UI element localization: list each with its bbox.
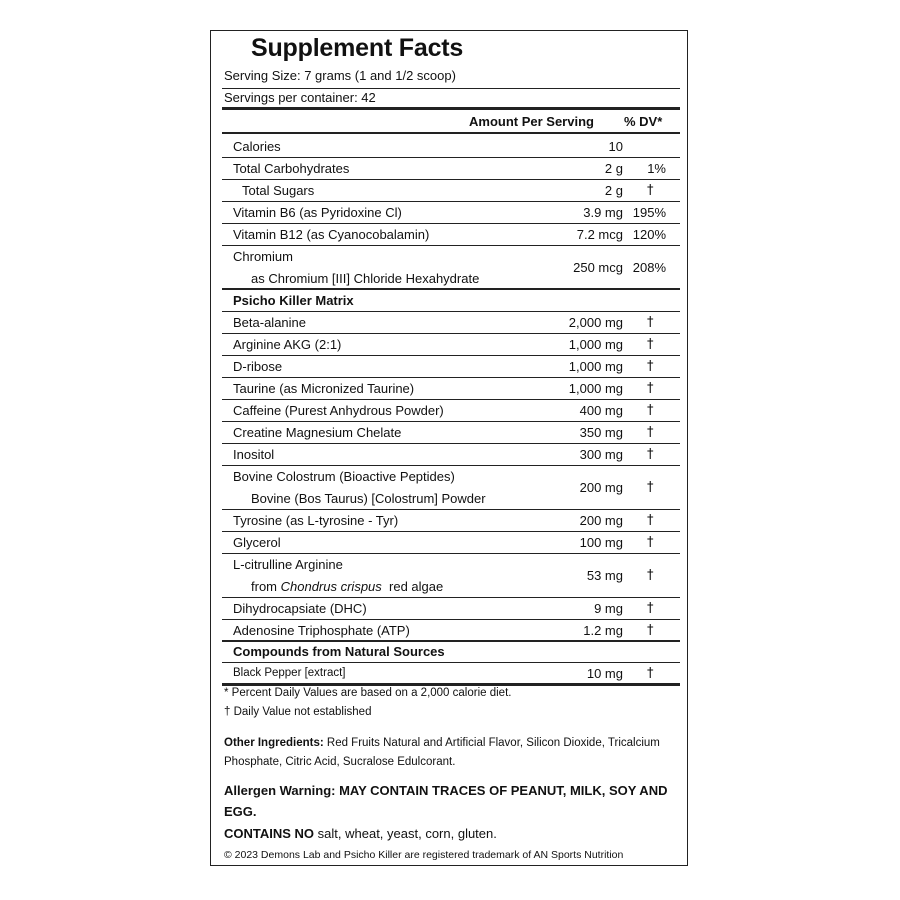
ingredient-amount: 1,000 mg bbox=[568, 337, 623, 352]
ingredient-name: Arginine AKG (2:1) bbox=[233, 337, 342, 352]
row-divider bbox=[222, 465, 680, 466]
ingredient-name: Creatine Magnesium Chelate bbox=[233, 425, 402, 440]
allergen-label: Allergen Warning: bbox=[224, 783, 336, 798]
allergen-text: MAY CONTAIN TRACES OF PEANUT, MILK, SOY AND EGG. bbox=[224, 783, 668, 819]
ingredient-row bbox=[222, 557, 680, 597]
row-divider bbox=[222, 619, 680, 620]
row-divider bbox=[222, 333, 680, 334]
row-divider bbox=[222, 201, 680, 202]
ingredient-dv: † bbox=[647, 315, 654, 330]
nutrient-amount: 2 g bbox=[604, 161, 623, 176]
nutrient-name: Total Carbohydrates bbox=[233, 161, 350, 176]
ingredient-dv: † bbox=[647, 568, 654, 583]
row-divider bbox=[222, 311, 680, 312]
nutrient-amount: 3.9 mg bbox=[583, 205, 623, 220]
ingredient-name: Bovine Colostrum (Bioactive Peptides) bbox=[233, 469, 455, 484]
nutrient-name: Total Sugars bbox=[242, 183, 315, 198]
row-divider bbox=[222, 399, 680, 400]
subname-prefix: from bbox=[251, 579, 281, 594]
contains-no-label: CONTAINS NO bbox=[224, 826, 315, 841]
panel-title: Supplement Facts bbox=[251, 34, 464, 62]
allergen-warning bbox=[224, 780, 674, 822]
ingredient-dv: † bbox=[647, 666, 654, 681]
row-divider bbox=[222, 245, 680, 246]
row-divider bbox=[222, 531, 680, 532]
section-divider bbox=[222, 640, 680, 642]
supplement-facts-panel bbox=[210, 30, 688, 866]
footnote-dv: * Percent Daily Values are based on a 2,000 calorie diet. bbox=[224, 687, 512, 699]
ingredient-subname bbox=[251, 579, 443, 594]
ingredient-dv: † bbox=[647, 359, 654, 374]
other-ingredients-label: Other Ingredients: bbox=[224, 737, 324, 749]
row-divider bbox=[222, 377, 680, 378]
ingredient-subname: Bovine (Bos Taurus) [Colostrum] Powder bbox=[251, 491, 486, 506]
row-divider bbox=[222, 421, 680, 422]
nutrient-amount: 2 g bbox=[604, 183, 623, 198]
section-divider bbox=[222, 288, 680, 290]
ingredient-name: Adenosine Triphosphate (ATP) bbox=[233, 623, 410, 638]
nutrient-name: Calories bbox=[233, 139, 281, 154]
ingredient-amount: 100 mg bbox=[579, 535, 623, 550]
ingredient-dv: † bbox=[647, 623, 654, 638]
natural-title: Compounds from Natural Sources bbox=[233, 644, 445, 659]
ingredient-name: L-citrulline Arginine bbox=[233, 557, 343, 572]
ingredient-dv: † bbox=[647, 447, 654, 462]
nutrient-name: Vitamin B6 (as Pyridoxine Cl) bbox=[233, 205, 402, 220]
nutrient-dv: 1% bbox=[647, 161, 666, 176]
header-divider bbox=[222, 132, 680, 134]
ingredient-name: D-ribose bbox=[233, 359, 283, 374]
row-divider bbox=[222, 443, 680, 444]
thick-divider bbox=[222, 683, 680, 686]
other-ingredients bbox=[224, 734, 674, 772]
serving-size: Serving Size: 7 grams (1 and 1/2 scoop) bbox=[224, 68, 456, 83]
thick-divider bbox=[222, 107, 680, 110]
ingredient-name: Black Pepper [extract] bbox=[233, 667, 346, 679]
contains-no-text: salt, wheat, yeast, corn, gluten. bbox=[314, 826, 497, 841]
row-divider bbox=[222, 223, 680, 224]
ingredient-amount: 1,000 mg bbox=[568, 381, 623, 396]
nutrient-dv: 208% bbox=[632, 260, 666, 275]
divider bbox=[222, 88, 680, 89]
ingredient-dv: † bbox=[647, 425, 654, 440]
row-divider bbox=[222, 509, 680, 510]
nutrient-amount: 10 bbox=[608, 139, 623, 154]
ingredient-name: Dihydrocapsiate (DHC) bbox=[233, 601, 367, 616]
header-amount: Amount Per Serving bbox=[469, 114, 594, 129]
ingredient-name: Tyrosine (as L-tyrosine - Tyr) bbox=[233, 513, 399, 528]
other-ingredients-text: Red Fruits Natural and Artificial Flavor, Silicon Dioxide, Tricalcium Phosphate, Citric Acid, Sucralose Edulcorant. bbox=[224, 737, 660, 768]
row-divider bbox=[222, 553, 680, 554]
nutrient-name: Chromium bbox=[233, 249, 293, 264]
nutrient-dv: † bbox=[647, 183, 654, 198]
nutrient-row bbox=[222, 249, 680, 289]
ingredient-dv: † bbox=[647, 480, 654, 495]
ingredient-amount: 53 mg bbox=[586, 568, 623, 583]
nutrient-dv: 195% bbox=[632, 205, 666, 220]
ingredient-name: Inositol bbox=[233, 447, 275, 462]
ingredient-amount: 300 mg bbox=[579, 447, 623, 462]
ingredient-dv: † bbox=[647, 381, 654, 396]
ingredient-amount: 9 mg bbox=[594, 601, 623, 616]
ingredient-name: Taurine (as Micronized Taurine) bbox=[233, 381, 415, 396]
subname-suffix: red algae bbox=[381, 579, 444, 594]
row-divider bbox=[222, 662, 680, 663]
footnote-dagger: † Daily Value not established bbox=[224, 706, 372, 718]
ingredient-amount: 400 mg bbox=[579, 403, 623, 418]
ingredient-amount: 1,000 mg bbox=[568, 359, 623, 374]
row-divider bbox=[222, 179, 680, 180]
ingredient-amount: 1.2 mg bbox=[583, 623, 623, 638]
ingredient-amount: 200 mg bbox=[579, 480, 623, 495]
copyright: © 2023 Demons Lab and Psicho Killer are registered trademark of AN Sports Nutrition bbox=[224, 849, 624, 861]
nutrient-dv: 120% bbox=[632, 227, 666, 242]
ingredient-name: Glycerol bbox=[233, 535, 281, 550]
ingredient-name: Caffeine (Purest Anhydrous Powder) bbox=[233, 403, 444, 418]
ingredient-amount: 10 mg bbox=[586, 666, 623, 681]
nutrient-subname: as Chromium [III] Chloride Hexahydrate bbox=[251, 271, 480, 286]
header-dv: % DV* bbox=[624, 114, 663, 129]
nutrient-amount: 7.2 mcg bbox=[576, 227, 623, 242]
row-divider bbox=[222, 355, 680, 356]
row-divider bbox=[222, 597, 680, 598]
nutrient-amount: 250 mcg bbox=[573, 260, 623, 275]
row-divider bbox=[222, 157, 680, 158]
ingredient-dv: † bbox=[647, 337, 654, 352]
ingredient-dv: † bbox=[647, 403, 654, 418]
servings-per-container: Servings per container: 42 bbox=[224, 90, 376, 105]
ingredient-dv: † bbox=[647, 535, 654, 550]
ingredient-amount: 2,000 mg bbox=[568, 315, 623, 330]
species-name: Chondrus crispus bbox=[280, 579, 382, 594]
ingredient-amount: 200 mg bbox=[579, 513, 623, 528]
contains-no bbox=[224, 823, 674, 844]
ingredient-dv: † bbox=[647, 513, 654, 528]
ingredient-name: Beta-alanine bbox=[233, 315, 306, 330]
ingredient-amount: 350 mg bbox=[579, 425, 623, 440]
ingredient-row bbox=[222, 469, 680, 509]
matrix-title: Psicho Killer Matrix bbox=[233, 293, 354, 308]
ingredient-dv: † bbox=[647, 601, 654, 616]
nutrient-name: Vitamin B12 (as Cyanocobalamin) bbox=[233, 227, 430, 242]
